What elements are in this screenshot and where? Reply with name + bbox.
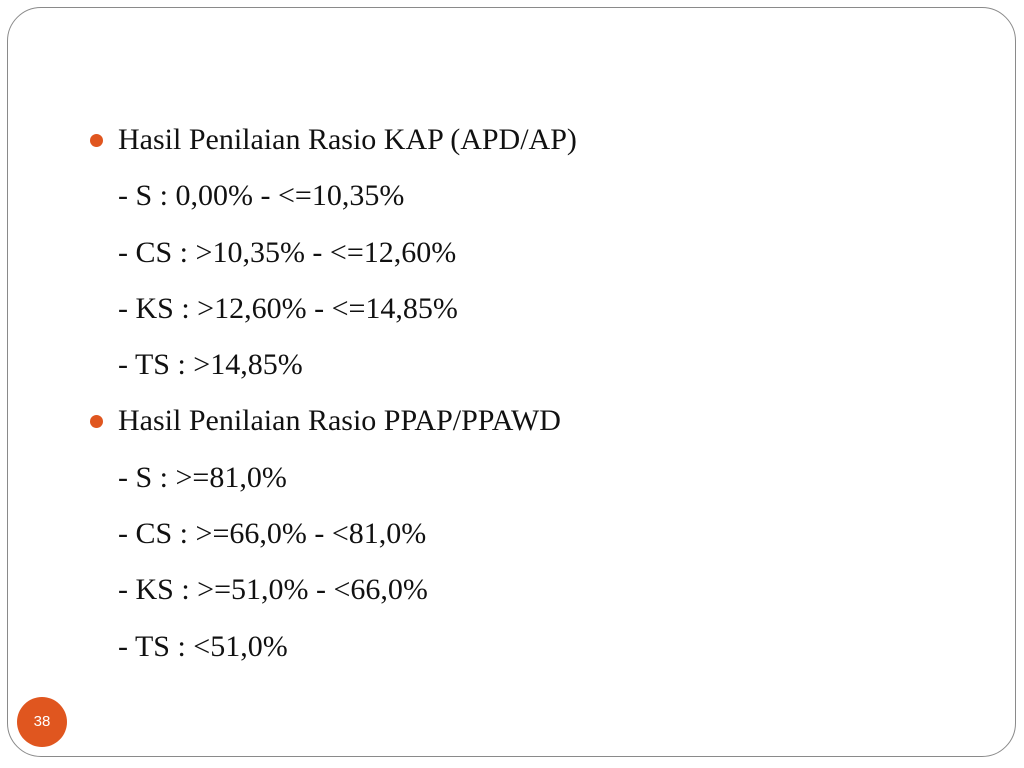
bullet-icon <box>90 134 103 147</box>
bullet-icon <box>90 415 103 428</box>
list-item: - CS : >10,35% - <=12,60% <box>118 235 457 269</box>
section-heading-kap <box>88 112 968 168</box>
list-item: - TS : <51,0% <box>118 629 288 663</box>
list-item: - CS : >=66,0% - <81,0% <box>118 517 427 551</box>
list-item: - S : 0,00% - <=10,35% <box>118 179 405 213</box>
section-heading-ppap <box>88 393 968 449</box>
section-heading-text: Hasil Penilaian Rasio KAP (APD/AP) <box>118 123 577 156</box>
section-heading-text: Hasil Penilaian Rasio PPAP/PPAWD <box>118 404 561 438</box>
page-number-badge: 38 <box>17 697 67 747</box>
list-item: - KS : >=51,0% - <66,0% <box>118 573 428 607</box>
slide-content <box>88 112 968 675</box>
list-item: - KS : >12,60% - <=14,85% <box>118 291 458 325</box>
list-item: - S : >=81,0% <box>118 460 287 494</box>
list-item: - TS : >14,85% <box>118 348 303 382</box>
